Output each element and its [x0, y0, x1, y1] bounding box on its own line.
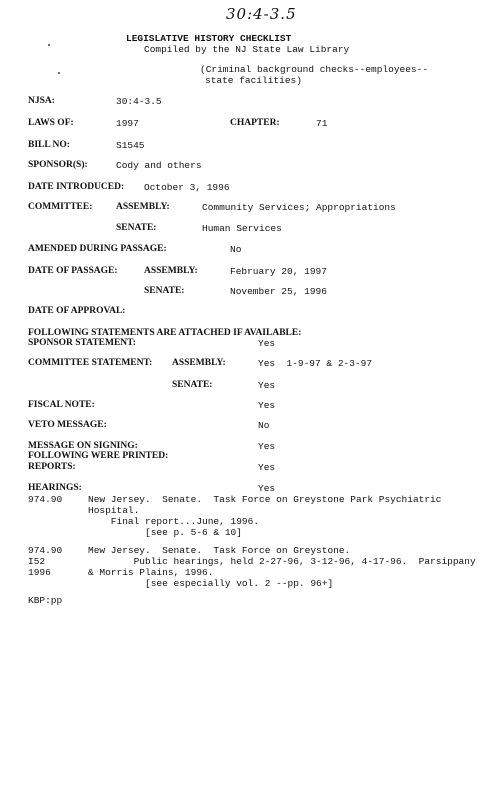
printed-intro: FOLLOWING WERE PRINTED: [28, 451, 169, 461]
njsa-label: NJSA: [28, 96, 55, 106]
date-introduced-label: DATE INTRODUCED: [28, 182, 125, 192]
reference-2-line: & Morris Plains, 1996. [88, 567, 214, 578]
fiscal-note-value: Yes [258, 400, 276, 411]
reference-2-call-number: I52 [28, 556, 46, 567]
laws-of-label: LAWS OF: [28, 118, 74, 128]
passage-label: DATE OF PASSAGE: [28, 266, 118, 276]
handwritten-statute-number: 30:4-3.5 [226, 5, 297, 23]
amended-value: No [230, 244, 242, 255]
committee-label: COMMITTEE: [28, 202, 93, 212]
bill-no-label: BILL NO: [28, 140, 70, 150]
passage-assembly-label: ASSEMBLY: [144, 266, 198, 276]
reference-2-line: Mew Jersey. Senate. Task Force on Greystone. [88, 545, 351, 556]
document-title: LEGISLATIVE HISTORY CHECKLIST [126, 33, 292, 44]
reference-2-call-number: 1996 [28, 567, 51, 578]
footer-initials: KBP:pp [28, 595, 63, 606]
reports-value: Yes [258, 462, 276, 473]
njsa-value: 30:4-3.5 [116, 96, 162, 107]
passage-assembly-value: February 20, 1997 [230, 266, 327, 277]
reference-2-line: Public hearings, held 2-27-96, 3-12-96, 4-17-96. Parsippany [88, 556, 476, 567]
bill-no-value: S1545 [116, 140, 145, 151]
scan-speck [48, 44, 50, 46]
chapter-value: 71 [316, 118, 328, 129]
committee-senate-label: SENATE: [116, 223, 157, 233]
compiled-by: Compiled by the NJ State Law Library [144, 44, 350, 55]
laws-of-value: 1997 [116, 118, 139, 129]
veto-message-label: VETO MESSAGE: [28, 420, 107, 430]
hearings-label: HEARINGS: [28, 483, 82, 493]
committee-statement-label: COMMITTEE STATEMENT: [28, 358, 153, 368]
approval-label: DATE OF APPROVAL: [28, 306, 126, 316]
reference-1-line: Hospital. [88, 505, 140, 516]
reference-2-call-number: 974.90 [28, 545, 63, 556]
amended-label: AMENDED DURING PASSAGE: [28, 244, 167, 254]
chapter-label: CHAPTER: [230, 118, 280, 128]
hearings-value: Yes [258, 483, 276, 494]
reference-1-line: [see p. 5-6 & 10] [88, 527, 242, 538]
reference-1-line: Final report...June, 1996. [88, 516, 260, 527]
committee-assembly-value: Community Services; Appropriations [202, 202, 396, 213]
sponsors-label: SPONSOR(S): [28, 160, 88, 170]
subject-line-1: (Criminal background checks--employees-- [200, 64, 429, 75]
sponsor-statement-label: SPONSOR STATEMENT: [28, 338, 136, 348]
committee-statement-assembly-value: Yes 1-9-97 & 2-3-97 [258, 358, 373, 369]
passage-senate-label: SENATE: [144, 286, 185, 296]
veto-message-value: No [258, 420, 270, 431]
date-introduced-value: October 3, 1996 [144, 182, 230, 193]
sponsors-value: Cody and others [116, 160, 202, 171]
signing-message-label: MESSAGE ON SIGNING: [28, 441, 138, 451]
reference-1-line: New Jersey. Senate. Task Force on Greystone Park Psychiatric [88, 494, 442, 505]
committee-statement-senate-value: Yes [258, 380, 276, 391]
committee-assembly-label: ASSEMBLY: [116, 202, 170, 212]
subject-line-2: state facilities) [205, 75, 302, 86]
committee-senate-value: Human Services [202, 223, 282, 234]
reports-label: REPORTS: [28, 462, 76, 472]
committee-statement-senate-label: SENATE: [172, 380, 213, 390]
scan-speck [58, 72, 60, 74]
sponsor-statement-value: Yes [258, 338, 276, 349]
signing-message-value: Yes [258, 441, 276, 452]
reference-2-line: [see especially vol. 2 --pp. 96+] [88, 578, 334, 589]
passage-senate-value: November 25, 1996 [230, 286, 327, 297]
statements-intro: FOLLOWING STATEMENTS ARE ATTACHED IF AVAILABLE: [28, 328, 302, 338]
committee-statement-assembly-label: ASSEMBLY: [172, 358, 226, 368]
reference-1-call-number: 974.90 [28, 494, 63, 505]
fiscal-note-label: FISCAL NOTE: [28, 400, 95, 410]
